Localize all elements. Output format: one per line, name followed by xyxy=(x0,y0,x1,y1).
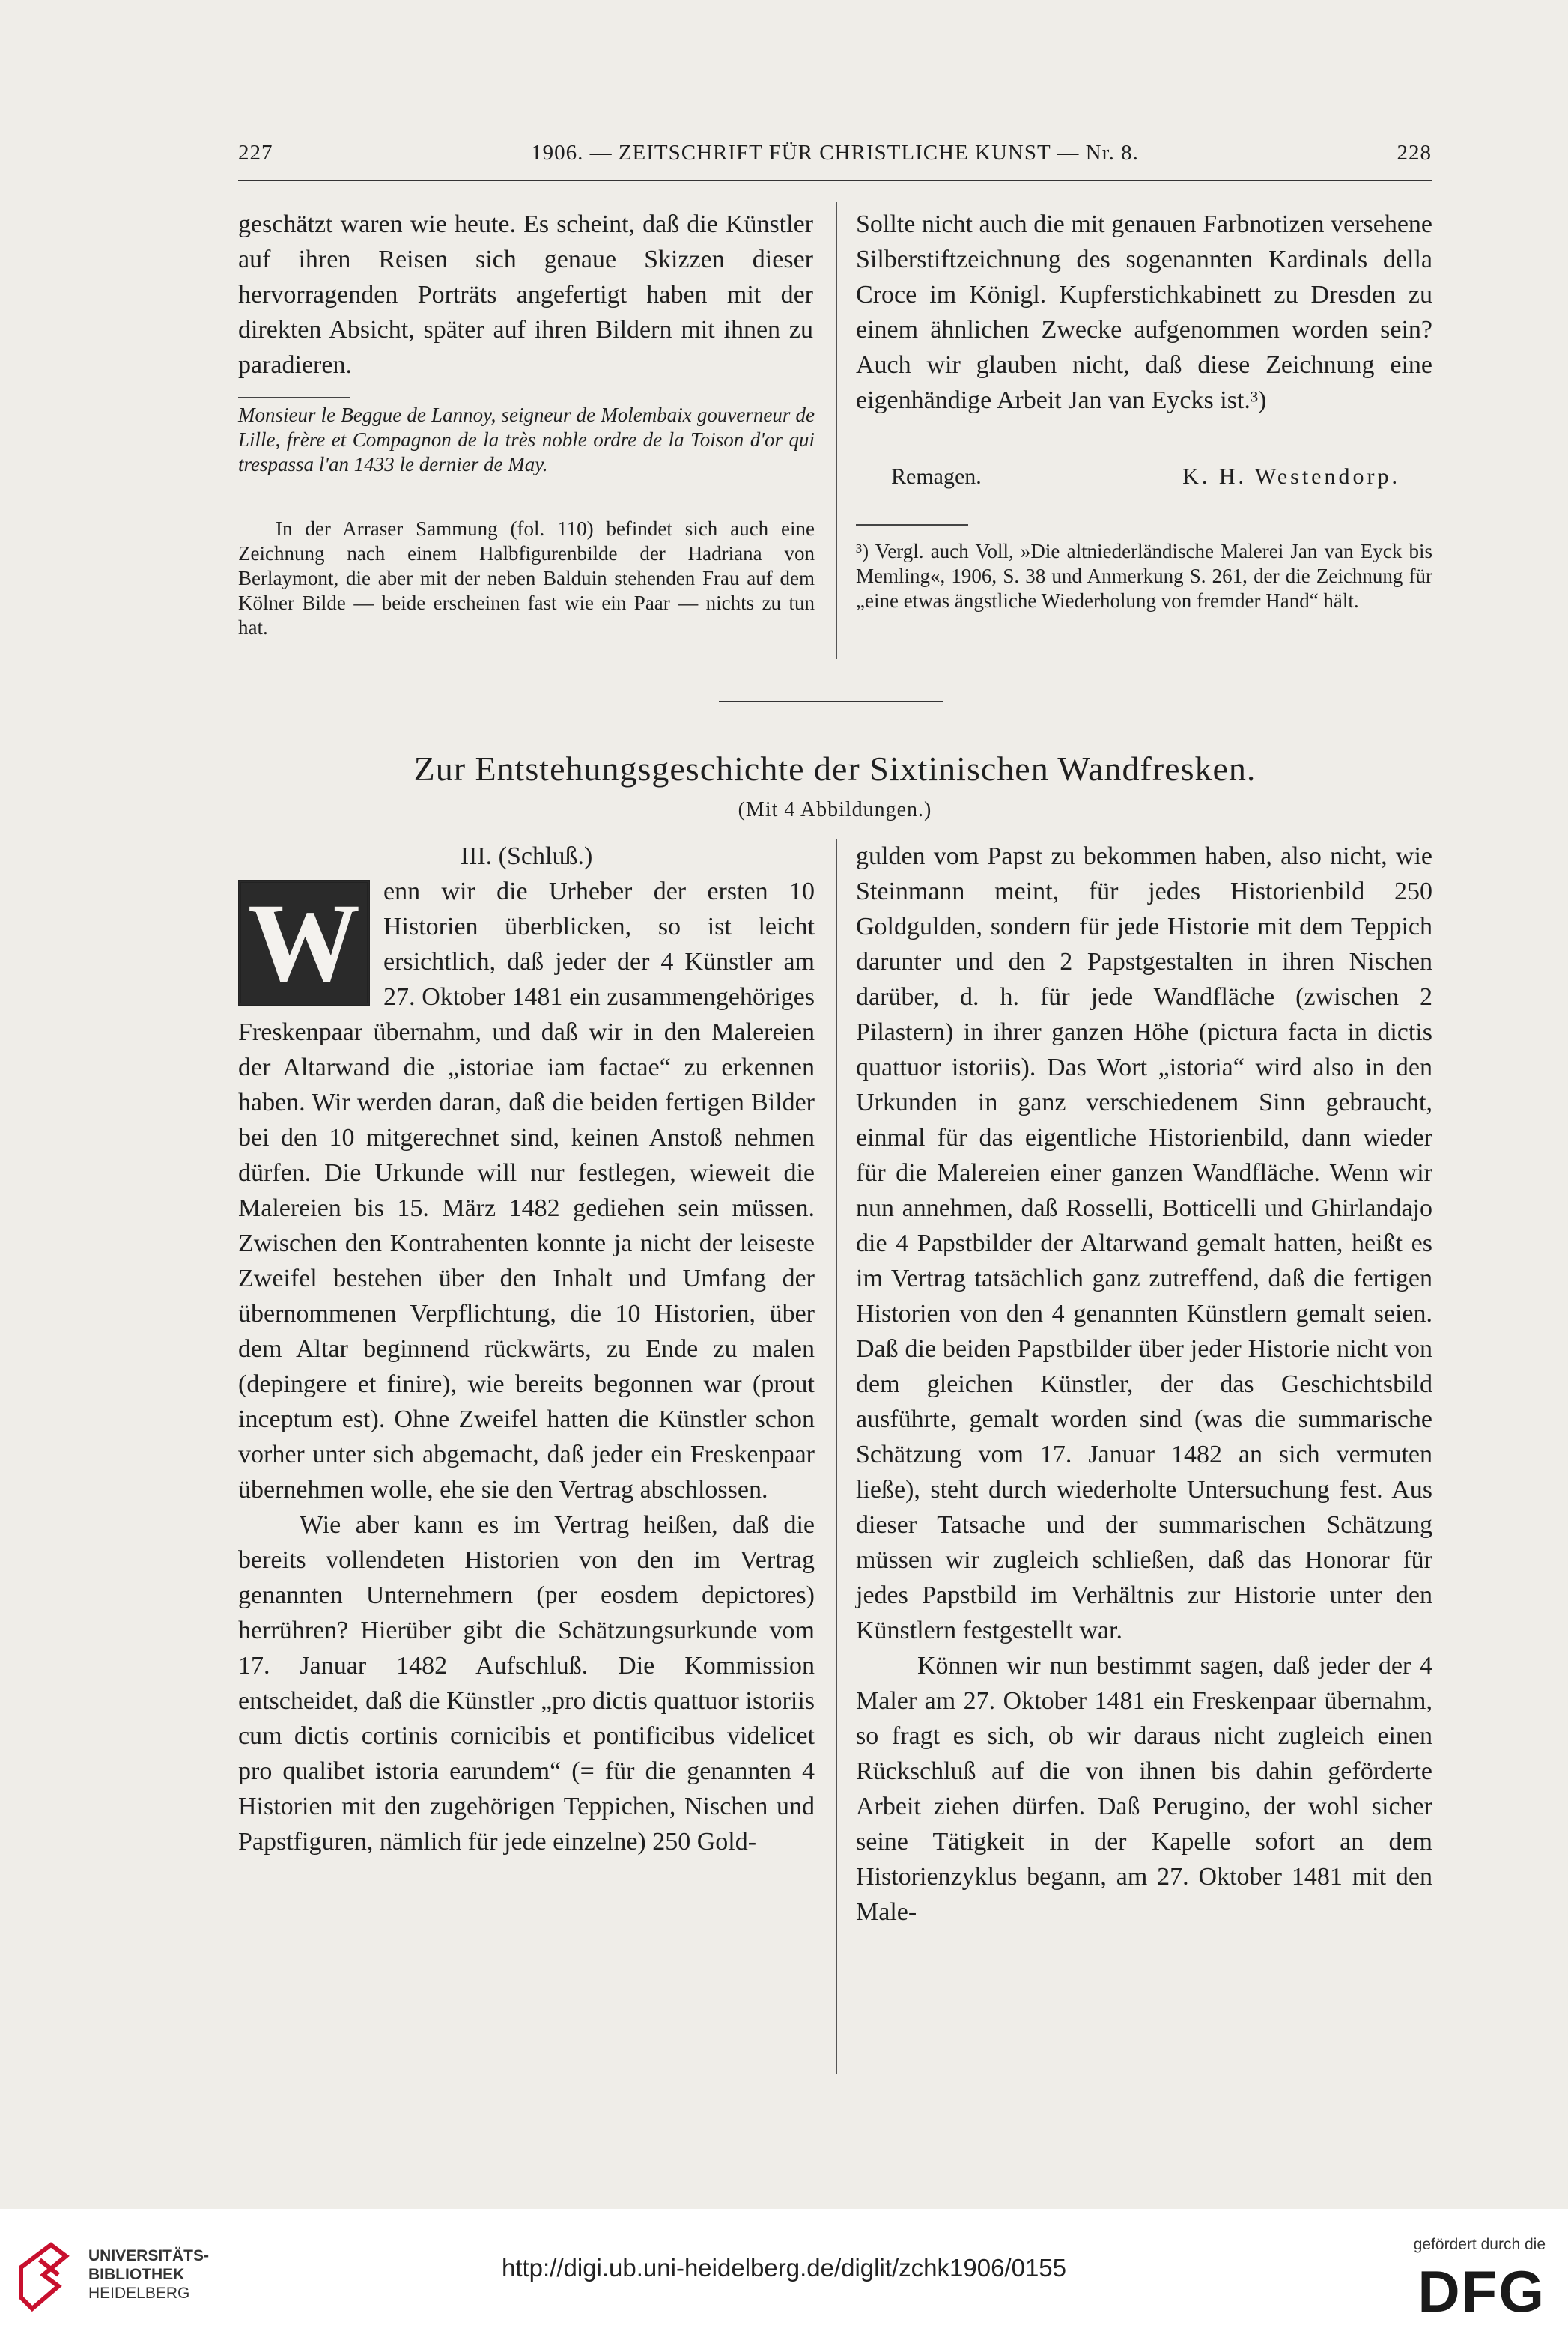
dropcap-initial xyxy=(238,880,370,1006)
library-name: UNIVERSITÄTS- BIBLIOTHEK HEIDELBERG xyxy=(88,2247,210,2302)
left-paragraph-2: Wie aber kann es im Vertrag heißen, daß die bereits vollendeten Historien von den im Vertrag genannten Unternehmern (per eosdem depictores) herrühren? Hierüber gibt die Schätzungsurkunde vom 17. Januar 1482 Aufschluß. Die Kommission entscheidet, daß die Künstler „pro dictis quattuor istoriis cum dictis cortinis cornicibis et pontificibus videlicet pro qualibet istoria earundem“ (= für die genannten 4 Historien mit den zugehörigen Teppichen, Nischen und Papstfiguren, nämlich für jede einzelne) 250 Gold- xyxy=(238,1511,815,1856)
right-paragraph-2: Können wir nun bestimmt sagen, daß jeder der 4 Maler am 27. Oktober 1481 ein Freskenpaar übernahm, so fragt es sich, ob wir daraus nicht zugleich einen Rückschluß auf die von ihnen bis dahin geförderte Arbeit ziehen dürfen. Daß Perugino, der wohl sicher seine Tätigkeit in der Kapelle sofort an dem Historienzyklus begann, am 27. Oktober 1481 mit den Male- xyxy=(856,1652,1432,1926)
footnote-text: ³) Vergl. auch Voll, »Die altniederländische Malerei Jan van Eyck bis Memling«, 1906, S. 38 und Anmerkung S. 261, der die Zeichnung für „eine etwas ängstliche Wiederholung von fremder Hand“ hält. xyxy=(856,540,1432,612)
page-number-left: 227 xyxy=(238,141,273,165)
article-title: Zur Entstehungsgeschichte der Sixtinischen Wandfresken. xyxy=(413,750,1256,788)
article-left-column xyxy=(238,839,815,1859)
inscription-text: Monsieur le Beggue de Lannoy, seigneur de Molembaix gouverneur de Lille, frère et Compagnon de la très noble ordre de la Toison d'or qui trespassa l'an 1433 le dernier de May. xyxy=(238,404,815,475)
small-note xyxy=(238,517,815,640)
small-note-text: In der Arraser Sammung (fol. 110) befindet sich auch eine Zeichnung nach einem Halbfigurenbilde der Hadriana von Berlaymont, die aber mit der neben Balduin stehenden Frau auf dem Kölner Bilde — beide erscheinen fast wie ein Paar — nichts zu tun hat. xyxy=(238,517,815,639)
column-divider-top xyxy=(836,202,837,659)
top-right-paragraph: Sollte nicht auch die mit genauen Farbnotizen versehene Silberstiftzeichnung des sogenannten Kardinals della Croce im Königl. Kupferstichkabinett zu Dresden zu einem ähnlichen Zwecke aufgenommen worden sein? Auch wir glauben nicht, daß diese Zeichnung eine eigenhändige Arbeit Jan van Eycks ist.³) xyxy=(856,210,1432,414)
part-heading: III. (Schluß.) xyxy=(460,842,593,870)
top-left-paragraph: geschätzt waren wie heute. Es scheint, daß die Künstler auf ihren Reisen sich genaue Skizzen dieser hervorragenden Porträts angefertigt haben mit der direkten Absicht, später auf ihren Bildern mit ihnen zu paradieren. xyxy=(238,210,813,379)
section-rule xyxy=(719,701,943,702)
journal-title: 1906. — ZEITSCHRIFT FÜR CHRISTLICHE KUNST — Nr. 8. xyxy=(531,141,1139,165)
signature-place: Remagen. xyxy=(891,464,982,489)
permalink-url[interactable]: http://digi.ub.uni-heidelberg.de/diglit/zchk1906/0155 xyxy=(501,2254,1067,2282)
signature-name: K. H. Westendorp. xyxy=(1182,464,1400,489)
footnote xyxy=(856,539,1432,613)
italic-inscription xyxy=(238,397,815,477)
right-paragraph-1: gulden vom Papst zu bekommen haben, also nicht, wie Steinmann meint, für jedes Historienbild 250 Goldgulden, sondern für jede Historie mit dem Teppich darunter und den 2 Papstgestalten in ihren Nischen darüber, d. h. für jede Wandfläche (zwischen 2 Pilastern) in ihrer ganzen Höhe (pictura facta in dictis quattuor istoriis). Das Wort „istoria“ wird also in den Urkunden in ganz verschiedenem Sinn gebraucht, einmal für das eigentliche Historienbild, dann wieder für die Malereien einer ganzen Wandfläche. Wenn wir nun annehmen, daß Rosselli, Botticelli und Ghirlandajo die 4 Papstbilder der Altarwand gemalt hatten, heißt es im Vertrag tatsächlich ganz zutreffend, daß die fertigen Historien von den 4 genannten Künstlern gemalt seien. Daß die beiden Papstbilder über jeder Historie nicht von dem gleichen Künstler, der das Geschichtsbild ausführte, gemalt worden sind (was die summarische Schätzung vom 17. Januar 1482 an sich vermuten ließe), steht durch wiederholte Untersuchung fest. Aus dieser Tatsache und der summarischen Schätzung müssen wir zugleich schließen, daß das Honorar für jedes Papstbild im Verhältnis zur Historie unter den Künstlern festgestellt war. xyxy=(856,842,1432,1644)
running-header xyxy=(238,135,1432,171)
funding-caption: gefördert durch die xyxy=(1413,2236,1546,2253)
top-left-column xyxy=(238,207,813,383)
dropcap-letter: W xyxy=(248,881,360,1005)
viewer-footer xyxy=(0,2209,1568,2334)
footnote-divider xyxy=(856,524,968,526)
article-subtitle: (Mit 4 Abbildungen.) xyxy=(738,798,932,821)
header-rule xyxy=(238,180,1432,181)
column-divider-bottom xyxy=(836,839,837,2074)
left-paragraph-1: enn wir die Urheber der ersten 10 Historien überblicken, so ist leicht ersichtlich, daß jeder der 4 Künstler am 27. Oktober 1481 ein zusammengehöriges Freskenpaar übernahm, und daß wir in den Malereien der Altarwand die „istoriae iam factae“ zu erkennen haben. Wir werden daran, daß die beiden fertigen Bilder bei den 10 mitgerechnet sind, keinen Anstoß nehmen dürfen. Die Urkunde will nur festlegen, wieweit die Malereien bis 15. März 1482 gediehen sein müssen. Zwischen den Kontrahenten konnte ja nicht der leiseste Zweifel bestehen über den Inhalt und Umfang der übernommenen Verpflichtung, die 10 Historien, über dem Altar beginnend rückwärts, zu Ende zu malen (depingere et finire), wie bereits begonnen war (prout inceptum est). Ohne Zweifel hatten die Künstler schon vorher unter sich abgemacht, daß jeder ein Freskenpaar übernehmen wolle, ehe sie den Vertrag abschlossen. xyxy=(238,878,815,1504)
article-right-column xyxy=(856,839,1432,1930)
top-right-column xyxy=(856,207,1432,418)
dfg-logo: DFG xyxy=(1417,2258,1546,2324)
page-number-right: 228 xyxy=(1397,141,1432,165)
